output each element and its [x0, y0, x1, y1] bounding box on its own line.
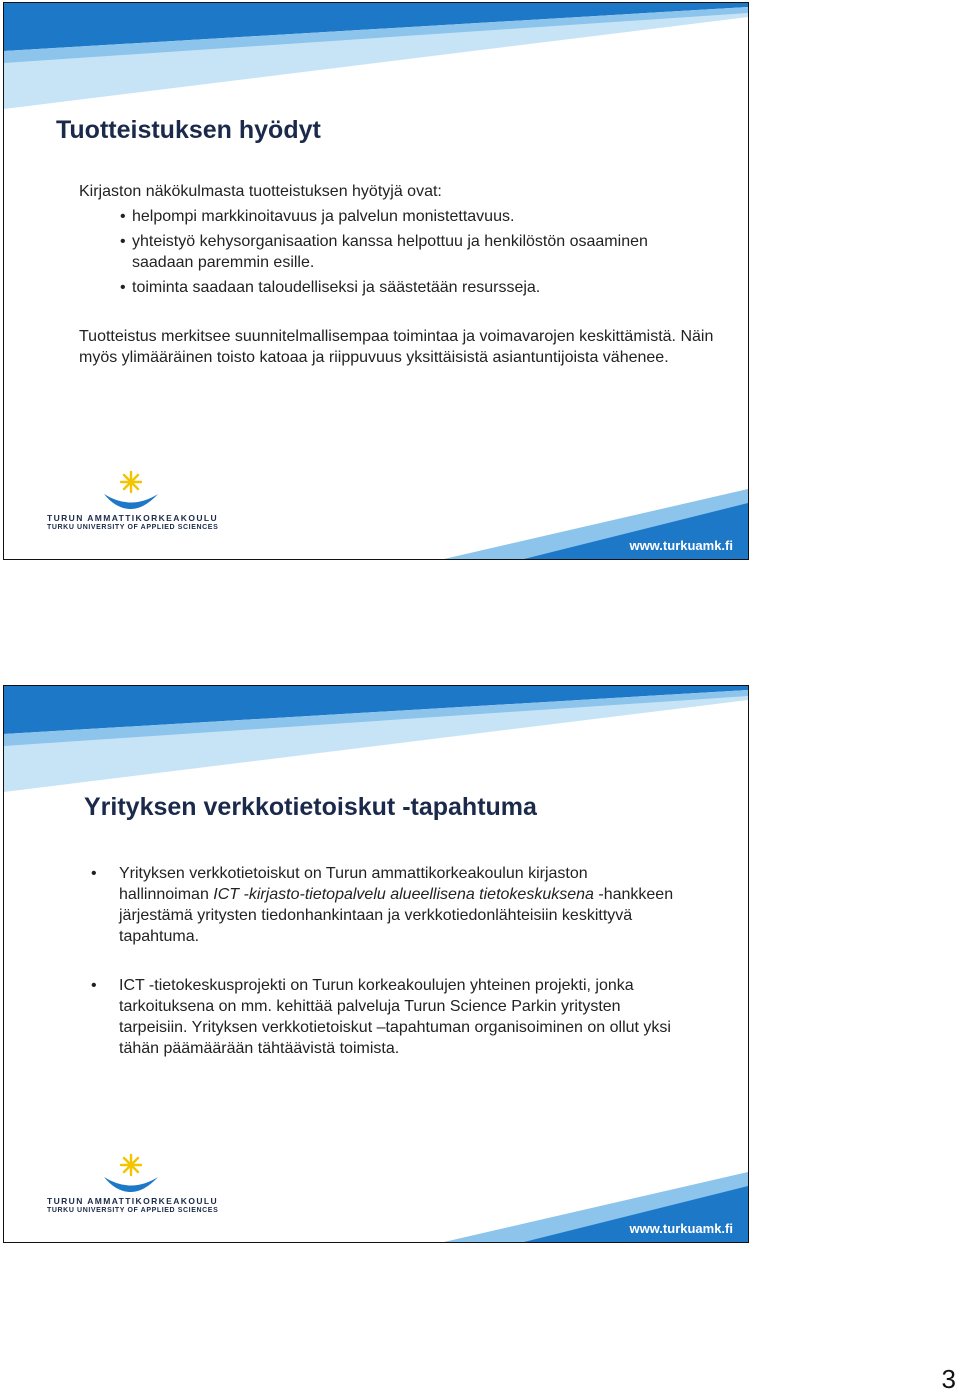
- list-item: • ICT -tietokeskusprojekti on Turun korkeakoulujen yhteinen projekti, jonka tarkoituksena on mm. kehittää palveluja Turun Science Parkin yritysten tarpeisiin. Yrityksen verkkotietoiskut –tapahtuman organisoiminen on ollut yksi tähän päämäärään tähtäävistä toimista.: [91, 977, 671, 1057]
- bullet-icon: •: [91, 865, 97, 882]
- logo-name-fi: TURUN AMMATTIKORKEAKOULU: [47, 513, 218, 523]
- slide-1: [3, 2, 749, 560]
- list-item: • yhteistyö kehysorganisaation kanssa helpottuu ja henkilöstön osaaminen saadaan paremmin esille.: [122, 231, 692, 273]
- top-wave-decoration: [4, 686, 748, 796]
- benefits-list: [122, 206, 692, 302]
- intro-text: Kirjaston näkökulmasta tuotteistuksen hyötyjä ovat:: [79, 183, 442, 200]
- logo-name-en: TURKU UNIVERSITY OF APPLIED SCIENCES: [47, 524, 219, 531]
- page-number: 3: [941, 1364, 956, 1394]
- event-description-list: [91, 863, 681, 1087]
- logo-name-fi: TURUN AMMATTIKORKEAKOULU: [47, 1196, 218, 1206]
- list-item: • helpompi markkinoitavuus ja palvelun monistettavuus.: [122, 206, 692, 227]
- slide-title: Tuotteistuksen hyödyt: [56, 116, 321, 144]
- summary-paragraph: Tuotteistus merkitsee suunnitelmallisempaa toimintaa ja voimavarojen keskittämistä. Näin myös ylimääräinen toisto katoaa ja riippuvuus yksittäisistä asiantuntijoista vähenee.: [79, 328, 714, 366]
- website-url[interactable]: www.turkuamk.fi: [629, 1221, 733, 1236]
- website-url[interactable]: www.turkuamk.fi: [629, 538, 733, 553]
- project-name: ICT -kirjasto-tietopalvelu alueellisena tietokeskuksena: [213, 886, 594, 903]
- slide-title: Yrityksen verkkotietoiskut -tapahtuma: [84, 793, 537, 821]
- list-item: • Yrityksen verkkotietoiskut on Turun ammattikorkeakoulun kirjaston hallinnoiman ICT -kirjasto-tietopalvelu alueellisena tietokeskuksena -hankkeen järjestämä yritysten tiedonhankintaan ja verkkotiedonlähteisiin keskittyvä tapahtuma.: [91, 865, 674, 945]
- list-item: • toiminta saadaan taloudelliseksi ja säästetään resursseja.: [122, 277, 692, 298]
- slide-2: [3, 685, 749, 1243]
- top-wave-decoration: [4, 3, 748, 113]
- logo-name-en: TURKU UNIVERSITY OF APPLIED SCIENCES: [47, 1207, 219, 1214]
- bullet-icon: •: [91, 977, 97, 994]
